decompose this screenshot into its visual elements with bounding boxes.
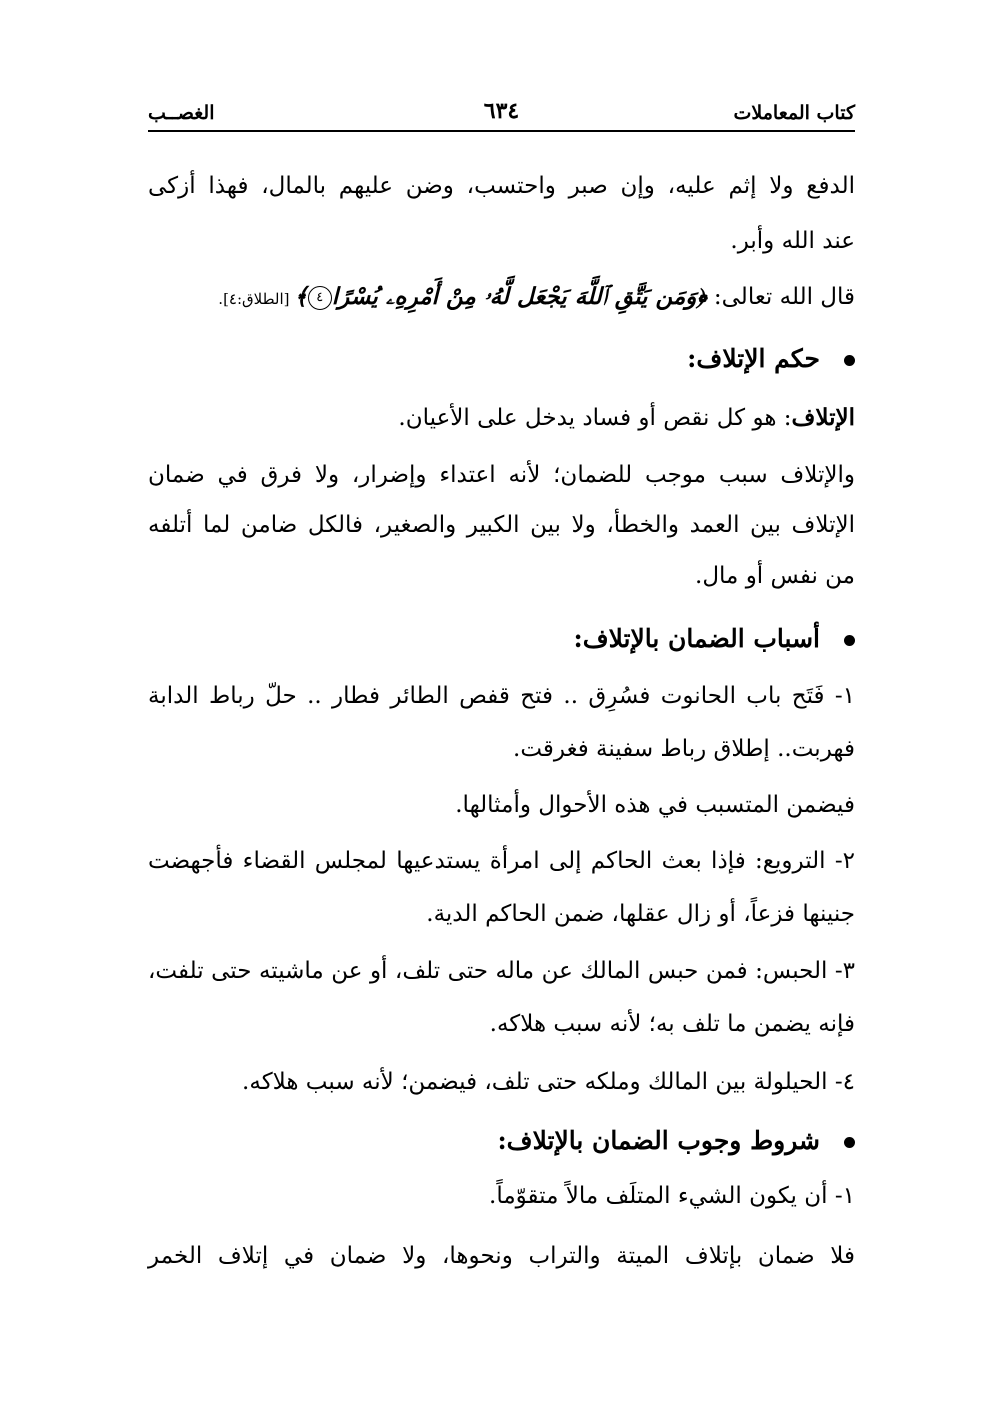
heading-text: حكم الإتلاف: — [687, 344, 820, 373]
section-heading — [497, 1128, 855, 1153]
text-line: الدفع ولا إثم عليه، وإن صبر واحتسب، وضن عليهم بالمال، فهذا أزكى — [148, 173, 855, 199]
quote-intro: قال الله تعالى: — [706, 284, 855, 310]
bullet-icon — [844, 355, 855, 366]
list-item: ٣- الحبس: فمن حبس المالك عن ماله حتى تلف، أو عن ماشيته حتى تلفت، — [148, 958, 855, 984]
chapter-title: الغصــب — [148, 102, 215, 124]
section-heading — [573, 626, 855, 651]
definition-text: : هو كل نقص أو فساد يدخل على الأعيان. — [398, 405, 792, 431]
text-line: عند الله وأبر. — [730, 228, 855, 254]
verse-close-bracket: ﴾ — [294, 283, 308, 310]
defined-term: الإتلاف — [791, 404, 855, 431]
ayah-number: ٤ — [308, 286, 332, 310]
list-item: ٤- الحيلولة بين المالك وملكه حتى تلف، فيضمن؛ لأنه سبب هلاكه. — [242, 1069, 855, 1095]
list-item: ٢- الترويع: فإذا بعث الحاكم إلى امرأة يستدعيها لمجلس القضاء فأجهضت — [148, 848, 855, 874]
list-item-continuation: فإنه يضمن ما تلف به؛ لأنه سبب هلاكه. — [489, 1011, 855, 1037]
page-number: ٦٣٤ — [483, 98, 520, 124]
text-line: فلا ضمان بإتلاف الميتة والتراب ونحوها، ولا ضمان في إتلاف الخمر — [148, 1243, 856, 1269]
text-line: من نفس أو مال. — [695, 563, 855, 589]
list-item: ١- أن يكون الشيء المتلَف مالاً متقوّماً. — [489, 1183, 855, 1209]
quran-verse: ﴿وَمَن يَتَّقِ ٱللَّهَ يَجْعَل لَّهُۥ مِنْ أَمْرِهِۦ يُسْرًا — [331, 283, 707, 310]
quran-quote — [218, 285, 855, 310]
text-line: والإتلاف سبب موجب للضمان؛ لأنه اعتداء وإضرار، ولا فرق في ضمان — [148, 462, 855, 488]
definition — [398, 406, 855, 430]
verse-reference: [الطلاق:٤]. — [218, 290, 295, 308]
list-item: ١- فَتَح باب الحانوت فسُرِق .. فتح قفص الطائر فطار .. حلّ رباط الدابة — [148, 683, 855, 709]
heading-text: أسباب الضمان بالإتلاف: — [573, 624, 820, 653]
page-header — [148, 96, 855, 132]
bullet-icon — [844, 635, 855, 646]
list-item-continuation: فهربت.. إطلاق رباط سفينة فغرقت. — [513, 736, 855, 762]
text-line: فيضمن المتسبب في هذه الأحوال وأمثالها. — [455, 792, 855, 818]
heading-text: شروط وجوب الضمان بالإتلاف: — [497, 1126, 820, 1155]
section-heading — [687, 346, 855, 371]
text-line: الإتلاف بين العمد والخطأ، ولا بين الكبير والصغير، فالكل ضامن لما أتلفه — [148, 512, 855, 538]
list-item-continuation: جنينها فزعاً، أو زال عقلها، ضمن الحاكم الدية. — [426, 901, 855, 927]
bullet-icon — [844, 1137, 855, 1148]
book-title: كتاب المعاملات — [733, 102, 855, 124]
